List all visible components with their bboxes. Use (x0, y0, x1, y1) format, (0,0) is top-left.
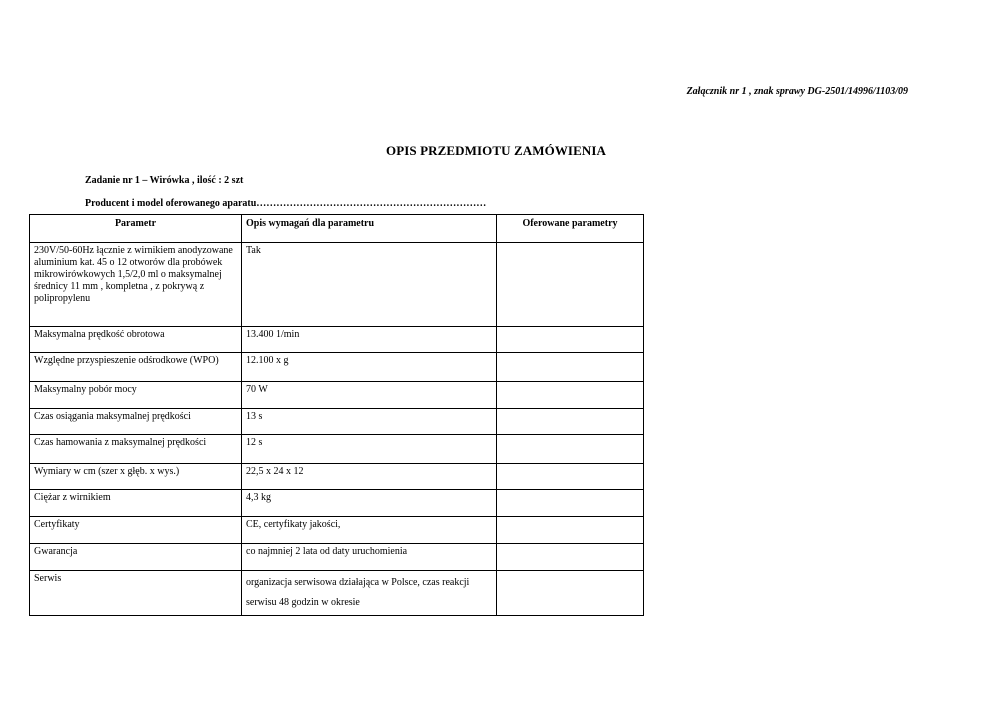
requirement-cell: Tak (242, 243, 497, 327)
param-cell: Wymiary w cm (szer x głęb. x wys.) (30, 464, 242, 490)
table-row (30, 517, 644, 544)
param-cell: Maksymalny pobór mocy (30, 382, 242, 409)
spec-table (29, 214, 644, 616)
table-row (30, 327, 644, 353)
requirement-cell: 13 s (242, 409, 497, 435)
requirement-cell: co najmniej 2 lata od daty uruchomienia (242, 544, 497, 571)
offered-cell[interactable] (497, 353, 644, 382)
offered-cell[interactable] (497, 571, 644, 616)
requirement-cell: 70 W (242, 382, 497, 409)
table-row (30, 435, 644, 464)
column-header-requirements: Opis wymagań dla parametru (242, 215, 497, 243)
offered-cell[interactable] (497, 382, 644, 409)
offered-cell[interactable] (497, 544, 644, 571)
param-cell: Gwarancja (30, 544, 242, 571)
param-cell: Maksymalna prędkość obrotowa (30, 327, 242, 353)
task-line: Zadanie nr 1 – Wirówka , ilość : 2 szt (85, 175, 244, 186)
table-row (30, 409, 644, 435)
document-title: OPIS PRZEDMIOTU ZAMÓWIENIA (385, 143, 606, 158)
column-header-parameter: Parametr (30, 215, 242, 243)
requirement-cell: CE, certyfikaty jakości, (242, 517, 497, 544)
offered-cell[interactable] (497, 327, 644, 353)
requirement-cell: organizacja serwisowa działająca w Polsce, czas reakcji serwisu 48 godzin w okresie (242, 571, 497, 616)
param-cell: Serwis (30, 571, 242, 616)
producer-line: Producent i model oferowanego aparatu…………………………………………………………… (85, 198, 487, 209)
table-row (30, 353, 644, 382)
table-row (30, 544, 644, 571)
requirement-cell: 13.400 1/min (242, 327, 497, 353)
offered-cell[interactable] (497, 517, 644, 544)
table-row (30, 571, 644, 616)
param-cell: 230V/50-60Hz łącznie z wirnikiem anodyzowane aluminium kat. 45 o 12 otworów dla probówek mikrowirówkowych 1,5/2,0 ml o maksymalnej średnicy 11 mm , kompletna , z pokrywą z polipropylenu (30, 243, 242, 327)
param-cell: Certyfikaty (30, 517, 242, 544)
offered-cell[interactable] (497, 243, 644, 327)
param-cell: Czas hamowania z maksymalnej prędkości (30, 435, 242, 464)
param-cell: Ciężar z wirnikiem (30, 490, 242, 517)
column-header-offered: Oferowane parametry (497, 215, 644, 243)
param-cell: Czas osiągania maksymalnej prędkości (30, 409, 242, 435)
table-row (30, 382, 644, 409)
requirement-cell: 22,5 x 24 x 12 (242, 464, 497, 490)
offered-cell[interactable] (497, 490, 644, 517)
table-row (30, 490, 644, 517)
offered-cell[interactable] (497, 464, 644, 490)
table-row (30, 243, 644, 327)
annex-reference: Załącznik nr 1 , znak sprawy DG-2501/14996/1103/09 (686, 86, 908, 97)
requirement-cell: 4,3 kg (242, 490, 497, 517)
requirement-cell: 12.100 x g (242, 353, 497, 382)
offered-cell[interactable] (497, 409, 644, 435)
offered-cell[interactable] (497, 435, 644, 464)
table-header-row (30, 215, 644, 243)
param-cell: Względne przyspieszenie odśrodkowe (WPO) (30, 353, 242, 382)
requirement-cell: 12 s (242, 435, 497, 464)
table-row (30, 464, 644, 490)
